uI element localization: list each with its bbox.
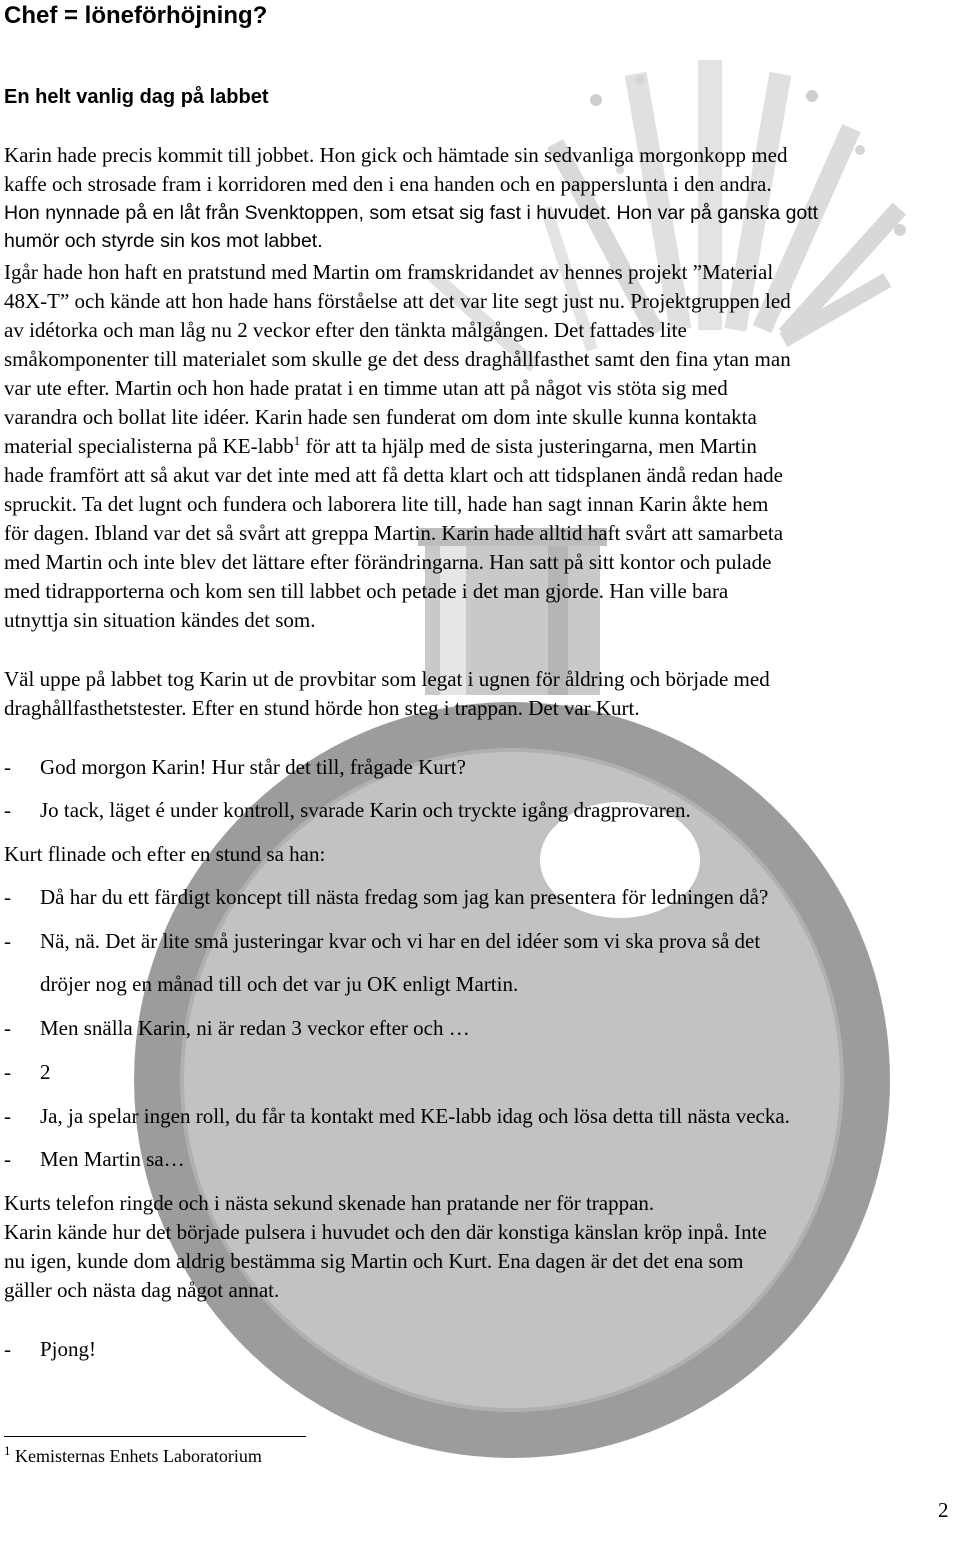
dialog-dash: - [4, 1147, 11, 1171]
dialog-line: Nä, nä. Det är lite små justeringar kvar och vi har en del idéer som vi ska prova så det [40, 929, 761, 953]
dialog-line-continued: dröjer nog en månad till och det var ju OK enligt Martin. [40, 972, 519, 996]
paragraph-line: spruckit. Ta det lugnt och fundera och laborera lite till, hade han sagt innan Karin åkte hem [4, 492, 769, 516]
paragraph-line: draghållfasthetstester. Efter en stund hörde hon steg i trappan. Det var Kurt. [4, 696, 640, 720]
narration-line: Kurt flinade och efter en stund sa han: [4, 842, 326, 866]
paragraph-line-with-footnote [4, 434, 757, 459]
paragraph-line: av idétorka och man låg nu 2 veckor efter den tänkta målgången. Det fattades lite [4, 318, 687, 342]
dialog-line: Men Martin sa… [40, 1147, 185, 1171]
footnote-line-start: material specialisterna på KE-labb [4, 434, 294, 458]
paragraph-line: gäller och nästa dag något annat. [4, 1278, 280, 1302]
paragraph-line: Karin kände hur det började pulsera i huvudet och den där konstiga känslan kröp inpå. Inte [4, 1220, 767, 1244]
dialog-line: Men snälla Karin, ni är redan 3 veckor efter och … [40, 1016, 470, 1040]
paragraph-line: med Martin och inte blev det lättare efter förändringarna. Han satt på sitt kontor och pulade [4, 550, 772, 574]
dialog-dash: - [4, 1337, 11, 1361]
paragraph-line: småkomponenter till materialet som skulle ge det dess draghållfasthet samt den fina ytan man [4, 347, 791, 371]
paragraph-line: humör och styrde sin kos mot labbet. [4, 230, 323, 252]
dialog-line: Jo tack, läget é under kontroll, svarade Karin och tryckte igång dragprovaren. [40, 798, 691, 822]
dialog-line: God morgon Karin! Hur står det till, frågade Kurt? [40, 755, 466, 779]
dialog-line: Pjong! [40, 1337, 97, 1361]
footnote-text: Kemisternas Enhets Laboratorium [10, 1446, 262, 1466]
dialog-line: Ja, ja spelar ingen roll, du får ta kontakt med KE-labb idag och lösa detta till nästa vecka. [40, 1104, 790, 1128]
document-title: Chef = löneförhöjning? [4, 2, 268, 29]
paragraph-line: var ute efter. Martin och hon hade pratat i en timme utan att på något vis stöta sig med [4, 376, 728, 400]
page-number: 2 [938, 1498, 949, 1522]
paragraph-line: med tidrapporterna och kom sen till labbet och petade i det man gjorde. Han ville bara [4, 579, 729, 603]
paragraph-line: nu igen, kunde dom aldrig bestämma sig Martin och Kurt. Ena dagen är det det ena som [4, 1249, 744, 1273]
dialog-line: 2 [40, 1060, 51, 1084]
paragraph-line: Karin hade precis kommit till jobbet. Hon gick och hämtade sin sedvanliga morgonkopp med [4, 143, 788, 167]
paragraph-line: Igår hade hon haft en pratstund med Martin om framskridandet av hennes projekt ”Material [4, 260, 774, 284]
dialog-dash: - [4, 929, 11, 953]
dialog-dash: - [4, 1016, 11, 1040]
paragraph-line: för dagen. Ibland var det så svårt att greppa Martin. Karin hade alltid haft svårt att samarbeta [4, 521, 784, 545]
footnote-marker: 1 [4, 1443, 11, 1458]
paragraph-line: Hon nynnade på en låt från Svenktoppen, som etsat sig fast i huvudet. Hon var på ganska gott [4, 202, 819, 224]
dialog-dash: - [4, 885, 11, 909]
paragraph-line: utnyttja sin situation kändes det som. [4, 608, 316, 632]
section-heading: En helt vanlig dag på labbet [4, 86, 269, 108]
footnote-reference[interactable]: 1 [293, 433, 301, 448]
paragraph-line: Väl uppe på labbet tog Karin ut de provbitar som legat i ugnen för åldring och började med [4, 667, 770, 691]
paragraph-line: Kurts telefon ringde och i nästa sekund skenade han pratande ner för trappan. [4, 1191, 655, 1215]
paragraph-line: varandra och bollat lite idéer. Karin hade sen funderat om dom inte skulle kunna kontakta [4, 405, 757, 429]
footnote-line-end: för att ta hjälp med de sista justeringarna, men Martin [300, 434, 757, 458]
dialog-dash: - [4, 1104, 11, 1128]
dialog-dash: - [4, 1060, 11, 1084]
dialog-dash: - [4, 798, 11, 822]
paragraph-line: hade framfört att så akut var det inte med att få detta klart och att tidsplanen ändå redan hade [4, 463, 783, 487]
footnote-separator [4, 1436, 306, 1437]
paragraph-line: 48X-T” och kände att hon hade hans förståelse att det var lite segt just nu. Projektgruppen led [4, 289, 791, 313]
paragraph-line: kaffe och strosade fram i korridoren med den i ena handen och en papperslunta i den andra. [4, 172, 772, 196]
dialog-line: Då har du ett färdigt koncept till nästa fredag som jag kan presentera för ledningen då? [40, 885, 769, 909]
dialog-dash: - [4, 755, 11, 779]
footnote [4, 1443, 262, 1467]
